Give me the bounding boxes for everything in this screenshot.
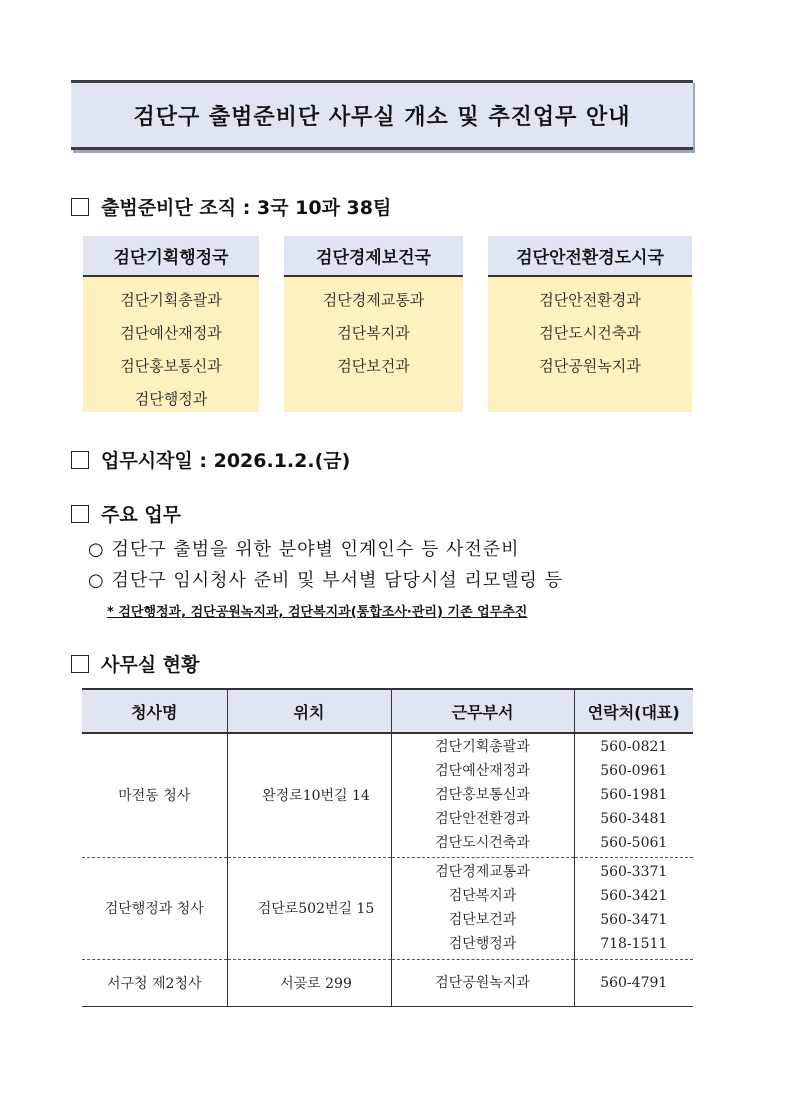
phone-number: 560-4791 xyxy=(600,974,668,991)
department-name: 검단도시건축과 xyxy=(435,835,530,852)
dept-items xyxy=(83,277,259,412)
dept-item: 검단기획총괄과 xyxy=(120,291,222,309)
phone-list xyxy=(574,857,693,959)
section-duties xyxy=(71,500,181,527)
phone-number: 718-1511 xyxy=(600,936,668,952)
table-row xyxy=(82,959,693,1006)
phone-number: 560-5061 xyxy=(600,835,668,852)
building-location: 완정로10번길 14 xyxy=(227,733,391,857)
building-name: 검단행정과 청사 xyxy=(82,857,227,959)
dept-item: 검단공원녹지과 xyxy=(539,357,641,375)
department-list xyxy=(391,959,574,1006)
department-name: 검단안전환경과 xyxy=(435,811,530,828)
dept-item: 검단복지과 xyxy=(337,324,410,342)
building-name: 서구청 제2청사 xyxy=(82,959,227,1006)
department-list xyxy=(391,857,574,959)
header-contact: 연락처(대표) xyxy=(574,689,693,733)
dept-card-safety xyxy=(488,236,692,412)
page-title: 검단구 출범준비단 사무실 개소 및 추진업무 안내 xyxy=(133,104,631,130)
department-name: 검단예산재정과 xyxy=(435,763,530,780)
department-name: 검단경제교통과 xyxy=(435,864,530,880)
section-start-date xyxy=(71,446,350,473)
duty-item xyxy=(88,535,520,561)
building-name: 마전동 청사 xyxy=(82,733,227,857)
phone-list xyxy=(574,959,693,1006)
dept-item: 검단보건과 xyxy=(337,357,410,375)
dept-item: 검단홍보통신과 xyxy=(120,357,222,375)
phone-number: 560-1981 xyxy=(600,787,668,804)
department-list xyxy=(391,733,574,857)
department-name: 검단보건과 xyxy=(448,912,517,928)
department-name: 검단복지과 xyxy=(448,888,517,904)
duty-text: 검단구 임시청사 준비 및 부서별 담당시설 리모델링 등 xyxy=(111,570,564,591)
department-name: 검단기획총괄과 xyxy=(435,739,530,756)
duty-text: 검단구 출범을 위한 분야별 인계인수 등 사전준비 xyxy=(111,539,520,560)
duty-item xyxy=(88,566,563,592)
table-row xyxy=(82,733,693,857)
dept-item: 검단행정과 xyxy=(134,390,208,408)
phone-number: 560-3471 xyxy=(600,912,668,928)
dept-items xyxy=(284,277,463,412)
dept-item: 검단도시건축과 xyxy=(539,324,641,342)
section-start-label: 업무시작일 : 2026.1.2.(금) xyxy=(101,450,351,472)
dept-item: 검단예산재정과 xyxy=(120,324,222,342)
dept-name: 검단기획행정국 xyxy=(83,236,259,277)
phone-list xyxy=(574,733,693,857)
checkbox-square-icon xyxy=(71,505,89,523)
dept-items xyxy=(488,277,692,412)
phone-number: 560-0961 xyxy=(600,763,668,780)
header-departments: 근무부서 xyxy=(391,689,574,733)
checkbox-square-icon xyxy=(71,451,89,469)
section-offices xyxy=(71,650,199,677)
table-row xyxy=(82,857,693,959)
office-table xyxy=(82,688,693,1007)
building-location: 검단로502번길 15 xyxy=(227,857,391,959)
section-offices-label: 사무실 현황 xyxy=(101,654,200,676)
department-name: 검단공원녹지과 xyxy=(435,974,530,991)
phone-number: 560-0821 xyxy=(600,739,668,756)
phone-number: 560-3421 xyxy=(600,888,668,904)
dept-card-economy xyxy=(284,236,463,412)
section-org xyxy=(71,193,391,220)
phone-number: 560-3371 xyxy=(600,864,668,880)
building-location: 서곶로 299 xyxy=(227,959,391,1006)
section-org-label: 출범준비단 조직 : 3국 10과 38팀 xyxy=(101,197,392,219)
section-duties-label: 주요 업무 xyxy=(101,504,182,526)
dept-item: 검단경제교통과 xyxy=(322,291,425,309)
dept-card-planning xyxy=(83,236,259,412)
title-banner xyxy=(71,80,693,150)
checkbox-square-icon xyxy=(71,198,89,216)
circle-bullet-icon: ○ xyxy=(88,570,105,591)
header-location: 위치 xyxy=(227,689,391,733)
department-name: 검단홍보통신과 xyxy=(435,787,530,804)
dept-item: 검단안전환경과 xyxy=(539,291,641,309)
duty-note: * 검단행정과, 검단공원녹지과, 검단복지과(통합조사·관리) 기존 업무추진 xyxy=(107,605,528,620)
header-building: 청사명 xyxy=(82,689,227,733)
phone-number: 560-3481 xyxy=(600,811,668,828)
department-name: 검단행정과 xyxy=(448,936,517,952)
dept-name: 검단경제보건국 xyxy=(284,236,463,277)
checkbox-square-icon xyxy=(71,655,89,673)
dept-name: 검단안전환경도시국 xyxy=(488,236,692,277)
table-header-row xyxy=(82,689,693,733)
circle-bullet-icon: ○ xyxy=(88,539,105,560)
